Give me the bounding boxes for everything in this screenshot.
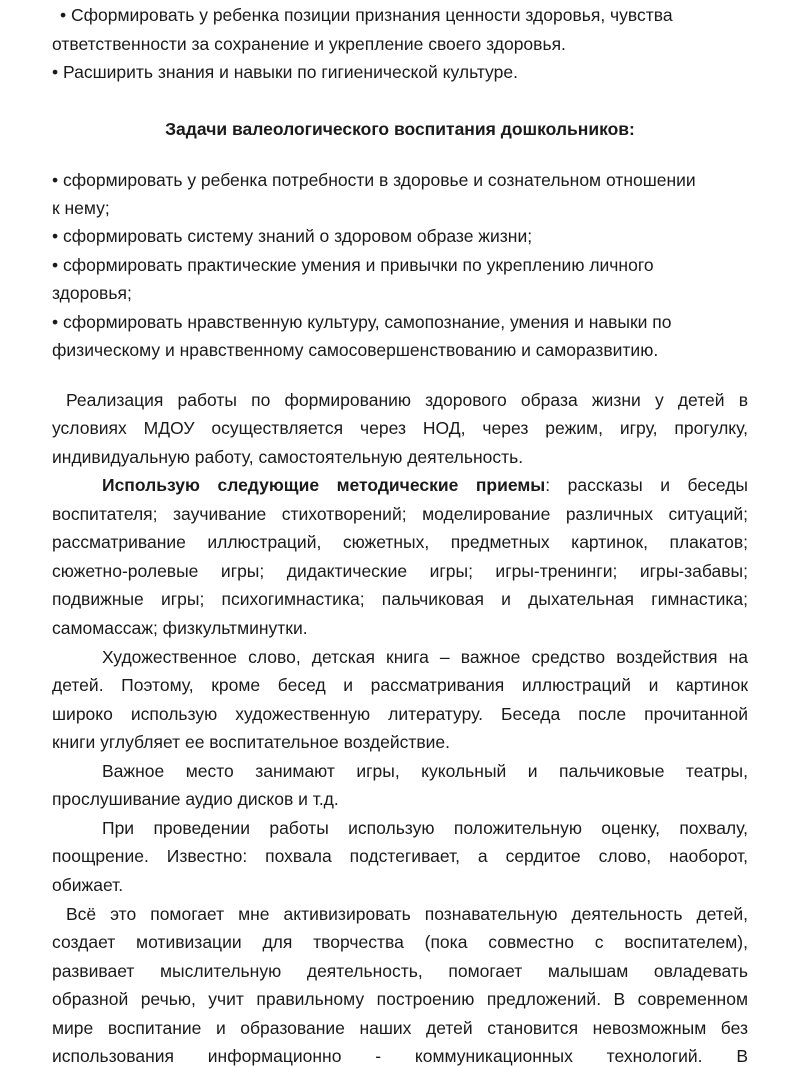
paragraph-line: широко использую художественную литературу. Беседа после прочитанной bbox=[52, 704, 748, 724]
task-line: к нему; bbox=[52, 198, 110, 218]
methods-lead-line bbox=[102, 475, 748, 495]
paragraph-line: Реализация работы по формированию здорового образа жизни у детей в bbox=[66, 390, 748, 410]
paragraph-line: сюжетно-ролевые игры; дидактические игры; игры-тренинги; игры-забавы; bbox=[52, 561, 748, 581]
paragraph-line: Всё это помогает мне активизировать познавательную деятельность детей, bbox=[66, 904, 748, 924]
paragraph-line: прослушивание аудио дисков и т.д. bbox=[52, 789, 339, 809]
paragraph-line: книги углубляет ее воспитательное воздействие. bbox=[52, 732, 451, 752]
task-line: здоровья; bbox=[52, 283, 132, 303]
paragraph-line: мире воспитание и образование наших детей становится невозможным без bbox=[52, 1018, 748, 1038]
paragraph-line: условиях МДОУ осуществляется через НОД, через режим, игру, прогулку, bbox=[52, 418, 748, 438]
methods-lead-bold: Использую следующие методические приемы bbox=[102, 475, 546, 495]
paragraph-line: обижает. bbox=[52, 875, 124, 895]
paragraph-line: При проведении работы использую положительную оценку, похвалу, bbox=[102, 818, 748, 838]
task-line: • сформировать нравственную культуру, самопознание, умения и навыки по bbox=[52, 312, 672, 332]
tasks-heading: Задачи валеологического воспитания дошкольников: bbox=[165, 119, 635, 139]
paragraph-line: создает мотивизации для творчества (пока совместно с воспитателем), bbox=[52, 932, 748, 952]
paragraph-line: поощрение. Известно: похвала подстегивает, а сердитое слово, наоборот, bbox=[52, 846, 748, 866]
paragraph-line: Художественное слово, детская книга – важное средство воздействия на bbox=[102, 647, 748, 667]
paragraph-line: детей. Поэтому, кроме бесед и рассматривания иллюстраций и картинок bbox=[52, 675, 748, 695]
task-line: • сформировать у ребенка потребности в здоровье и сознательном отношении bbox=[52, 170, 696, 190]
bullet-line: • Сформировать у ребенка позиции признания ценности здоровья, чувства bbox=[60, 5, 673, 25]
paragraph-line: использования информационно - коммуникационных технологий. В bbox=[52, 1046, 748, 1066]
task-line: • сформировать систему знаний о здоровом образе жизни; bbox=[52, 226, 533, 246]
paragraph-line: образной речью, учит правильному построению предложений. В современном bbox=[52, 989, 748, 1009]
bullet-line: ответственности за сохранение и укрепление своего здоровья. bbox=[52, 34, 566, 54]
bullet-line: • Расширить знания и навыки по гигиенической культуре. bbox=[52, 62, 518, 82]
paragraph-line: индивидуальную работу, самостоятельную деятельность. bbox=[52, 447, 524, 467]
paragraph-line: Важное место занимают игры, кукольный и пальчиковые театры, bbox=[102, 761, 748, 781]
paragraph-line: самомассаж; физкультминутки. bbox=[52, 618, 308, 638]
task-line: физическому и нравственному самосовершенствованию и саморазвитию. bbox=[52, 340, 659, 360]
paragraph-line: воспитателя; заучивание стихотворений; моделирование различных ситуаций; bbox=[52, 504, 748, 524]
methods-lead-rest: : рассказы и беседы bbox=[545, 475, 748, 495]
paragraph-line: развивает мыслительную деятельность, помогает малышам овладевать bbox=[52, 961, 748, 981]
paragraph-line: рассматривание иллюстраций, сюжетных, предметных картинок, плакатов; bbox=[52, 532, 748, 552]
paragraph-line: подвижные игры; психогимнастика; пальчиковая и дыхательная гимнастика; bbox=[52, 589, 748, 609]
task-line: • сформировать практические умения и привычки по укреплению личного bbox=[52, 255, 654, 275]
